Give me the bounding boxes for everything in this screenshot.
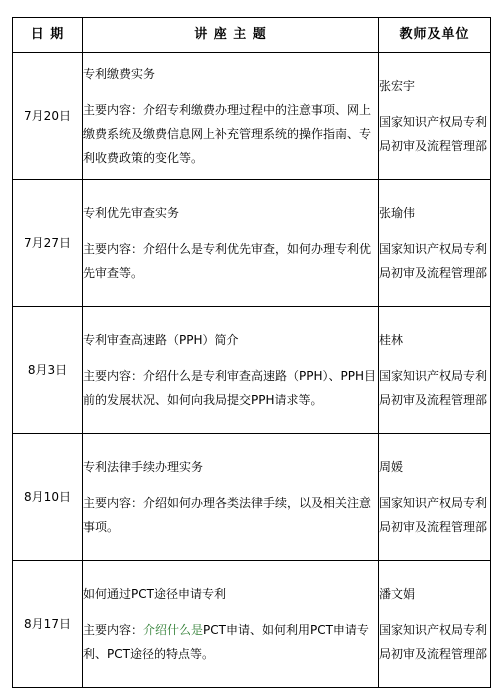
desc-prefix: 主要内容： — [83, 623, 144, 637]
row-topic — [83, 561, 379, 688]
row-topic — [83, 434, 379, 561]
header-teacher: 教师及单位 — [379, 18, 491, 53]
teacher-name: 潘文娟 — [379, 587, 416, 601]
teacher-unit: 国家知识产权局专利局初审及流程管理部 — [379, 369, 488, 407]
table-row — [13, 307, 491, 434]
row-teacher — [379, 307, 491, 434]
teacher-name: 周媛 — [379, 460, 404, 474]
topic-description: 主要内容：介绍什么是专利审查高速路（PPH）、PPH目前的发展状况、如何向我局提交PPH请求等。 — [83, 369, 376, 407]
teacher-unit: 国家知识产权局专利局初审及流程管理部 — [379, 242, 488, 280]
teacher-unit: 国家知识产权局专利局初审及流程管理部 — [379, 115, 488, 153]
header-date: 日 期 — [13, 18, 83, 53]
row-topic — [83, 53, 379, 180]
topic-title: 专利优先审查实务 — [83, 206, 180, 220]
topic-title: 专利审查高速路（PPH）简介 — [83, 333, 239, 347]
lecture-schedule-table — [12, 17, 491, 688]
topic-description — [83, 618, 378, 666]
row-teacher — [379, 53, 491, 180]
desc-rest: PCT申请、如何利用PCT申请专利、PCT途径的特点等。 — [83, 623, 369, 661]
row-teacher — [379, 434, 491, 561]
row-date: 8月10日 — [13, 434, 83, 561]
row-date: 7月20日 — [13, 53, 83, 180]
table-row — [13, 434, 491, 561]
topic-title: 专利法律手续办理实务 — [83, 460, 204, 474]
row-topic — [83, 307, 379, 434]
table-row — [13, 180, 491, 307]
row-topic — [83, 180, 379, 307]
topic-description: 主要内容：介绍专利缴费办理过程中的注意事项、网上缴费系统及缴费信息网上补充管理系统的操作指南、专利收费政策的变化等。 — [83, 103, 372, 165]
teacher-name: 张宏宇 — [379, 79, 416, 93]
topic-description: 主要内容：介绍什么是专利优先审查，如何办理专利优先审查等。 — [83, 242, 372, 280]
table-row — [13, 561, 491, 688]
teacher-unit: 国家知识产权局专利局初审及流程管理部 — [379, 496, 488, 534]
topic-title: 如何通过PCT途径申请专利 — [83, 587, 226, 601]
row-date: 8月17日 — [13, 561, 83, 688]
row-teacher — [379, 561, 491, 688]
topic-title: 专利缴费实务 — [83, 67, 156, 81]
teacher-name: 桂林 — [379, 333, 404, 347]
row-date: 8月3日 — [13, 307, 83, 434]
topic-description: 主要内容：介绍如何办理各类法律手续，以及相关注意事项。 — [83, 496, 372, 534]
row-date: 7月27日 — [13, 180, 83, 307]
desc-highlight: 介绍什么是 — [143, 623, 204, 637]
table-row — [13, 53, 491, 180]
teacher-unit: 国家知识产权局专利局初审及流程管理部 — [379, 623, 488, 661]
row-teacher — [379, 180, 491, 307]
table-header-row — [13, 18, 491, 53]
header-topic: 讲 座 主 题 — [83, 18, 379, 53]
teacher-name: 张瑜伟 — [379, 206, 416, 220]
